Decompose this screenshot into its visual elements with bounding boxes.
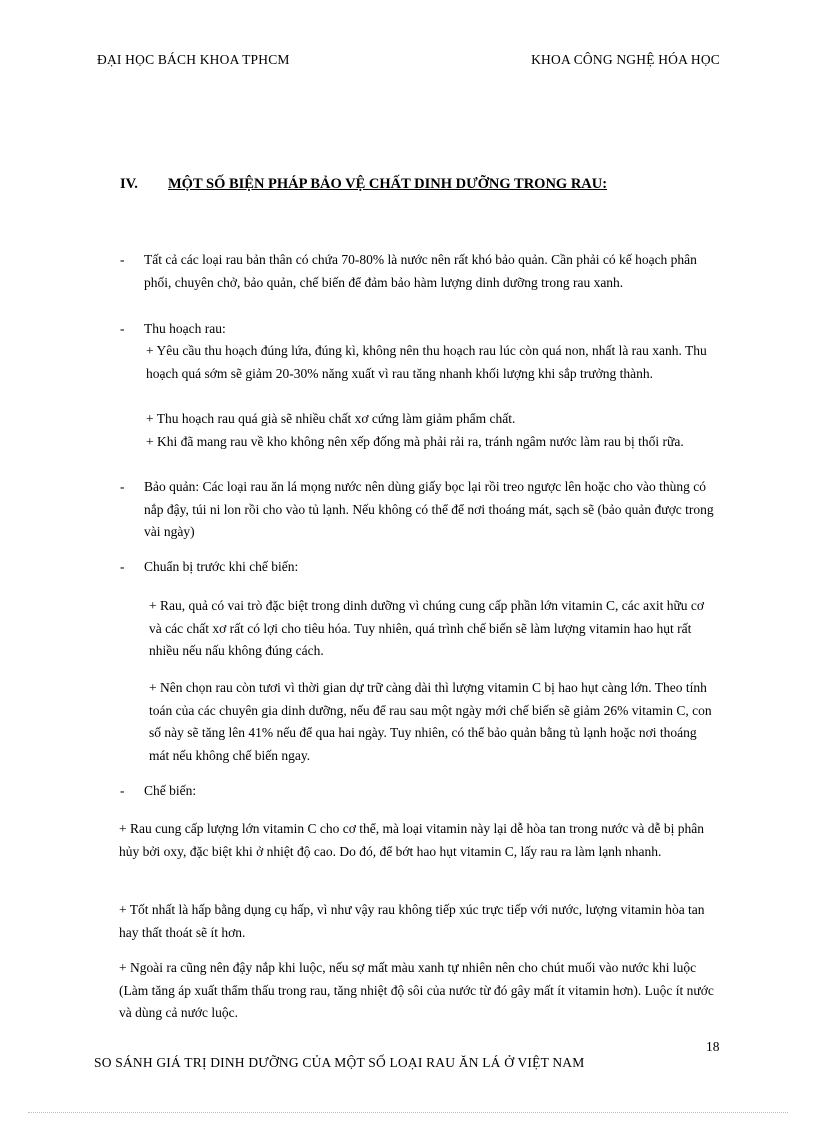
bullet-dash: - [120,783,125,798]
paragraph-harvest-3: + Khi đã mang rau về kho không nên xếp đống mà phải rải ra, tránh ngâm nước làm rau bị thối rữa. [146,434,684,449]
page-number: 18 [706,1039,720,1054]
paragraph-cook-2: + Tốt nhất là hấp bằng dụng cụ hấp, vì như vậy rau không tiếp xúc trực tiếp với nước, lượng vitamin hòa tan hay thất thoát sẽ ít hơn. [119,902,705,940]
paragraph-intro: Tất cả các loại rau bản thân có chứa 70-80% là nước nên rất khó bảo quản. Cần phải có kế hoạch phân phối, chuyên chở, bảo quản, chế biến để đảm bảo hàm lượng dinh dưỡng trong rau xanh. [144,252,697,290]
paragraph-harvest-1: + Yêu cầu thu hoạch đúng lứa, đúng kì, không nên thu hoạch rau lúc còn quá non, nhất là rau xanh. Thu hoạch quá sớm sẽ giảm 20-30% năng xuất vì rau tăng nhanh khối lượng khi sắp trưởng thành. [146,343,707,381]
bullet-dash: - [120,479,125,494]
footer-divider [28,1112,788,1113]
paragraph-prep-2: + Nên chọn rau còn tươi vì thời gian dự trữ càng dài thì lượng vitamin C bị hao hụt càng lớn. Theo tính toán của các chuyên gia dinh dưỡng, nếu để rau sau một ngày mới chế biến sẽ giảm 26% vitamin C, con số này sẽ tăng lên 41% nếu để qua hai ngày. Tuy nhiên, có thể bảo quản bằng tủ lạnh hoặc nơi thoáng mát nếu không chế biến ngay. [149,680,712,763]
paragraph-prep-label: Chuẩn bị trước khi chế biến: [144,559,299,574]
header-university: ĐẠI HỌC BÁCH KHOA TPHCM [97,52,290,67]
bullet-dash: - [120,559,125,574]
bullet-dash: - [120,252,125,267]
header-faculty: KHOA CÔNG NGHỆ HÓA HỌC [531,52,720,67]
paragraph-cook-label: Chế biến: [144,783,197,798]
paragraph-cook-3: + Ngoài ra cũng nên đậy nắp khi luộc, nếu sợ mất màu xanh tự nhiên nên cho chút muối vào nước khi luộc (Làm tăng áp xuất thẩm thấu trong rau, tăng nhiệt độ sôi của nước từ đó gây mất ít vitamin hơn). Luộc ít nước và dùng cả nước luộc. [119,960,714,1020]
section-title: MỘT SỐ BIỆN PHÁP BẢO VỆ CHẤT DINH DƯỠNG TRONG RAU: [168,176,608,192]
section-number: IV. [120,176,138,192]
bullet-dash: - [120,321,125,336]
footer-title: SO SÁNH GIÁ TRỊ DINH DƯỠNG CỦA MỘT SỐ LOẠI RAU ĂN LÁ Ở VIỆT NAM [94,1055,585,1070]
paragraph-harvest-label: Thu hoạch rau: [144,321,226,336]
paragraph-prep-1: + Rau, quả có vai trò đặc biệt trong dinh dưỡng vì chúng cung cấp phần lớn vitamin C, các axit hữu cơ và các chất xơ rất có lợi cho tiêu hóa. Tuy nhiên, quá trình chế biến sẽ làm lượng vitamin hao hụt rất nhiều nếu nấu không đúng cách. [149,598,705,658]
paragraph-storage: Bảo quản: Các loại rau ăn lá mọng nước nên dùng giấy bọc lại rồi treo ngược lên hoặc cho vào thùng có nắp đậy, túi ni lon rồi cho vào tủ lạnh. Nếu không có thể để nơi thoáng mát, sạch sẽ (bảo quản được trong vài ngày) [144,479,714,539]
paragraph-harvest-2: + Thu hoạch rau quá già sẽ nhiều chất xơ cứng làm giảm phẩm chất. [146,411,516,426]
paragraph-cook-1: + Rau cung cấp lượng lớn vitamin C cho cơ thể, mà loại vitamin này lại dễ hòa tan trong nước và dễ bị phân hủy bởi oxy, đặc biệt khi ở nhiệt độ cao. Do đó, để bớt hao hụt vitamin C, lấy rau ra làm lạnh nhanh. [119,821,705,859]
